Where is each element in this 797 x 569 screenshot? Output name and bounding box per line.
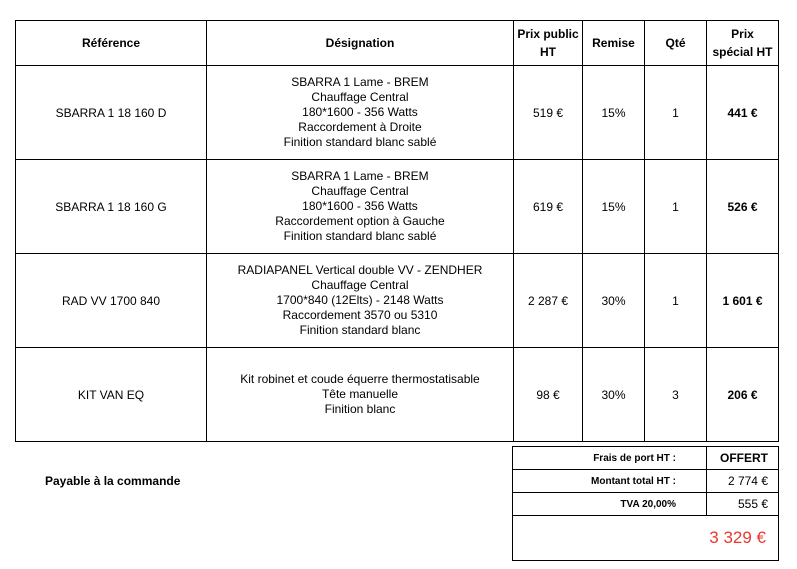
header-prix-special	[707, 21, 779, 66]
cell-designation	[207, 254, 514, 348]
totals-row-montant	[513, 470, 779, 493]
table-header-row	[16, 21, 779, 66]
designation-line: RADIAPANEL Vertical double VV - ZENDHER	[237, 263, 483, 277]
designation-line: 1700*840 (12Elts) - 2148 Watts	[276, 293, 444, 307]
cell-prix-special: 1 601 €	[707, 254, 779, 348]
header-prix-special-line2: spécial HT	[712, 45, 773, 59]
header-prix-special-line1: Prix	[731, 27, 754, 41]
montant-value: 2 774 €	[707, 470, 779, 493]
designation-line: Chauffage Central	[311, 184, 409, 198]
designation-line: SBARRA 1 Lame - BREM	[291, 169, 429, 183]
cell-designation	[207, 66, 514, 160]
table-row	[16, 348, 779, 442]
frais-value: OFFERT	[707, 447, 779, 470]
total-ttc-value: 3 329 €	[513, 516, 779, 561]
designation-line: Finition standard blanc sablé	[283, 229, 437, 243]
totals-row-frais	[513, 447, 779, 470]
designation-line: Finition standard blanc sablé	[283, 135, 437, 149]
designation-line: Kit robinet et coude équerre thermostatisable	[240, 372, 480, 386]
cell-remise: 15%	[583, 160, 645, 254]
header-designation: Désignation	[207, 21, 514, 66]
header-prix-public-line1: Prix public	[517, 27, 579, 41]
designation-line: 180*1600 - 356 Watts	[302, 105, 418, 119]
tva-label: TVA 20,00%	[513, 493, 707, 516]
frais-label: Frais de port HT :	[513, 447, 707, 470]
cell-prix-public: 98 €	[514, 348, 583, 442]
designation-line: Finition blanc	[324, 402, 396, 416]
cell-prix-public: 519 €	[514, 66, 583, 160]
cell-prix-public: 2 287 €	[514, 254, 583, 348]
cell-designation	[207, 160, 514, 254]
cell-reference: RAD VV 1700 840	[16, 254, 207, 348]
cell-prix-special: 526 €	[707, 160, 779, 254]
header-prix-public-line2: HT	[540, 45, 556, 59]
designation-line: Chauffage Central	[311, 90, 409, 104]
cell-reference: SBARRA 1 18 160 D	[16, 66, 207, 160]
header-reference: Référence	[16, 21, 207, 66]
cell-prix-special: 441 €	[707, 66, 779, 160]
header-prix-public	[514, 21, 583, 66]
designation-line: Raccordement à Droite	[298, 120, 422, 134]
cell-qte: 1	[645, 66, 707, 160]
totals-row-ttc	[513, 516, 779, 561]
designation-line: 180*1600 - 356 Watts	[302, 199, 418, 213]
designation-line: SBARRA 1 Lame - BREM	[291, 75, 429, 89]
designation-line: Raccordement 3570 ou 5310	[282, 308, 438, 322]
quote-table	[15, 20, 779, 442]
cell-prix-public: 619 €	[514, 160, 583, 254]
totals-table	[512, 446, 779, 561]
cell-reference: KIT VAN EQ	[16, 348, 207, 442]
cell-remise: 30%	[583, 348, 645, 442]
designation-line: Tête manuelle	[321, 387, 399, 401]
table-row	[16, 254, 779, 348]
header-remise: Remise	[583, 21, 645, 66]
designation-line: Raccordement option à Gauche	[275, 214, 445, 228]
cell-remise: 15%	[583, 66, 645, 160]
table-row	[16, 160, 779, 254]
cell-reference: SBARRA 1 18 160 G	[16, 160, 207, 254]
designation-line: Finition standard blanc	[299, 323, 421, 337]
cell-qte: 1	[645, 254, 707, 348]
table-row	[16, 66, 779, 160]
tva-value: 555 €	[707, 493, 779, 516]
montant-label: Montant total HT :	[513, 470, 707, 493]
header-qte: Qté	[645, 21, 707, 66]
totals-row-tva	[513, 493, 779, 516]
payment-note: Payable à la commande	[45, 474, 181, 488]
cell-designation	[207, 348, 514, 442]
cell-remise: 30%	[583, 254, 645, 348]
cell-prix-special: 206 €	[707, 348, 779, 442]
designation-line: Chauffage Central	[311, 278, 409, 292]
cell-qte: 3	[645, 348, 707, 442]
cell-qte: 1	[645, 160, 707, 254]
